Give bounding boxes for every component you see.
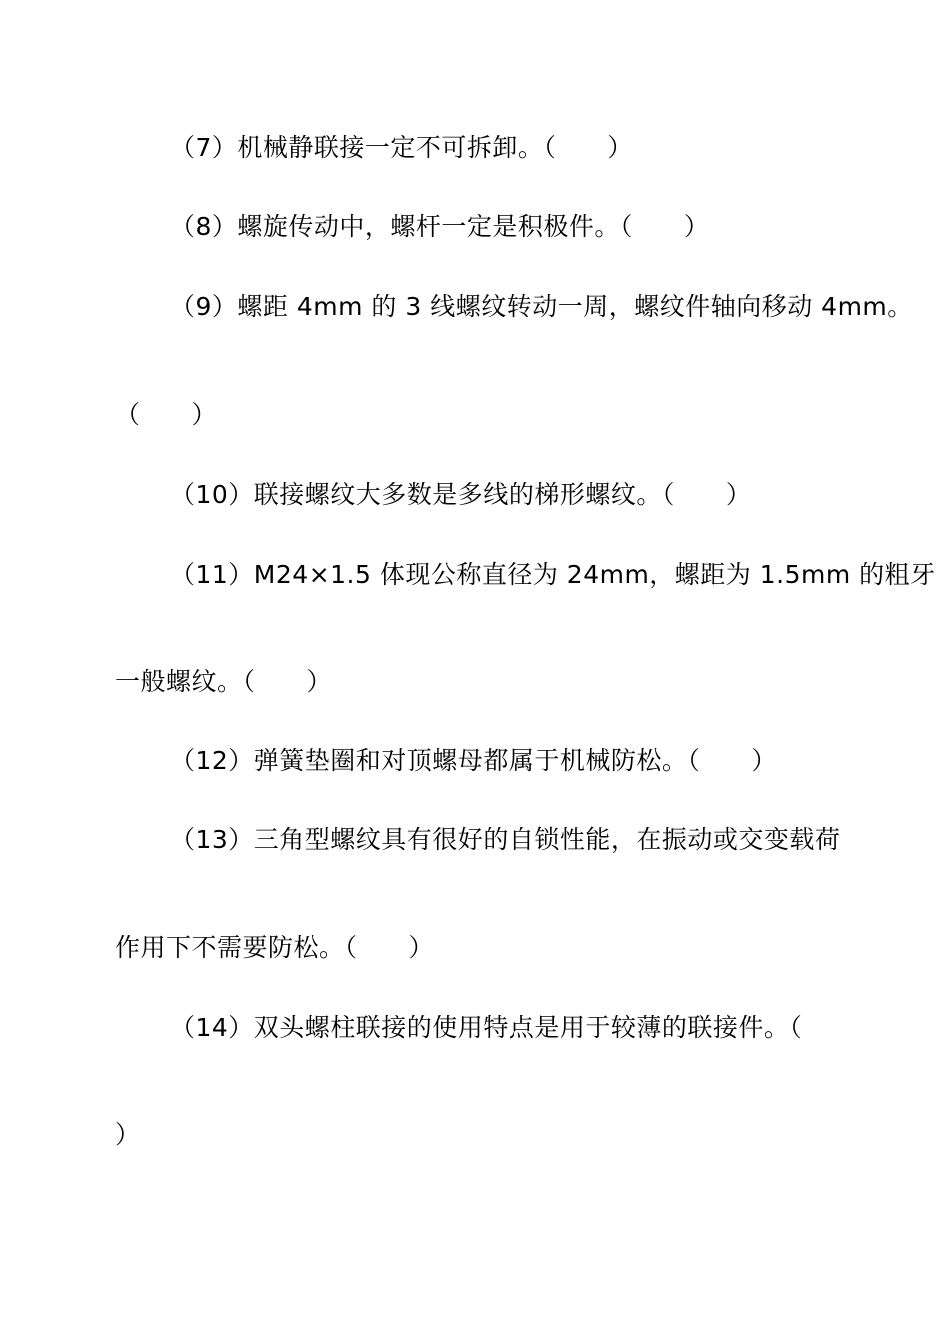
question-10: （10）联接螺纹大多数是多线的梯形螺纹。（ ） [170,480,752,509]
question-7: （7）机械静联接一定不可拆卸。（ ） [170,133,633,162]
question-11-continuation: 一般螺纹。（ ） [115,667,333,696]
question-8: （8）螺旋传动中，螺杆一定是积极件。（ ） [170,212,710,241]
question-13: （13）三角型螺纹具有很好的自锁性能，在振动或交变载荷 [170,825,841,854]
question-13-continuation: 作用下不需要防松。（ ） [115,933,435,962]
question-9: （9）螺距 4mm 的 3 线螺纹转动一周，螺纹件轴向移动 4mm。 [170,292,913,321]
question-12: （12）弹簧垫圈和对顶螺母都属于机械防松。（ ） [170,746,777,775]
question-14: （14）双头螺柱联接的使用特点是用于较薄的联接件。（ [170,1013,803,1042]
question-14-continuation: ） [115,1120,141,1149]
question-11: （11）M24×1.5 体现公称直径为 24mm，螺距为 1.5mm 的粗牙 [170,560,936,589]
question-9-answer-blank: （ ） [115,400,218,429]
